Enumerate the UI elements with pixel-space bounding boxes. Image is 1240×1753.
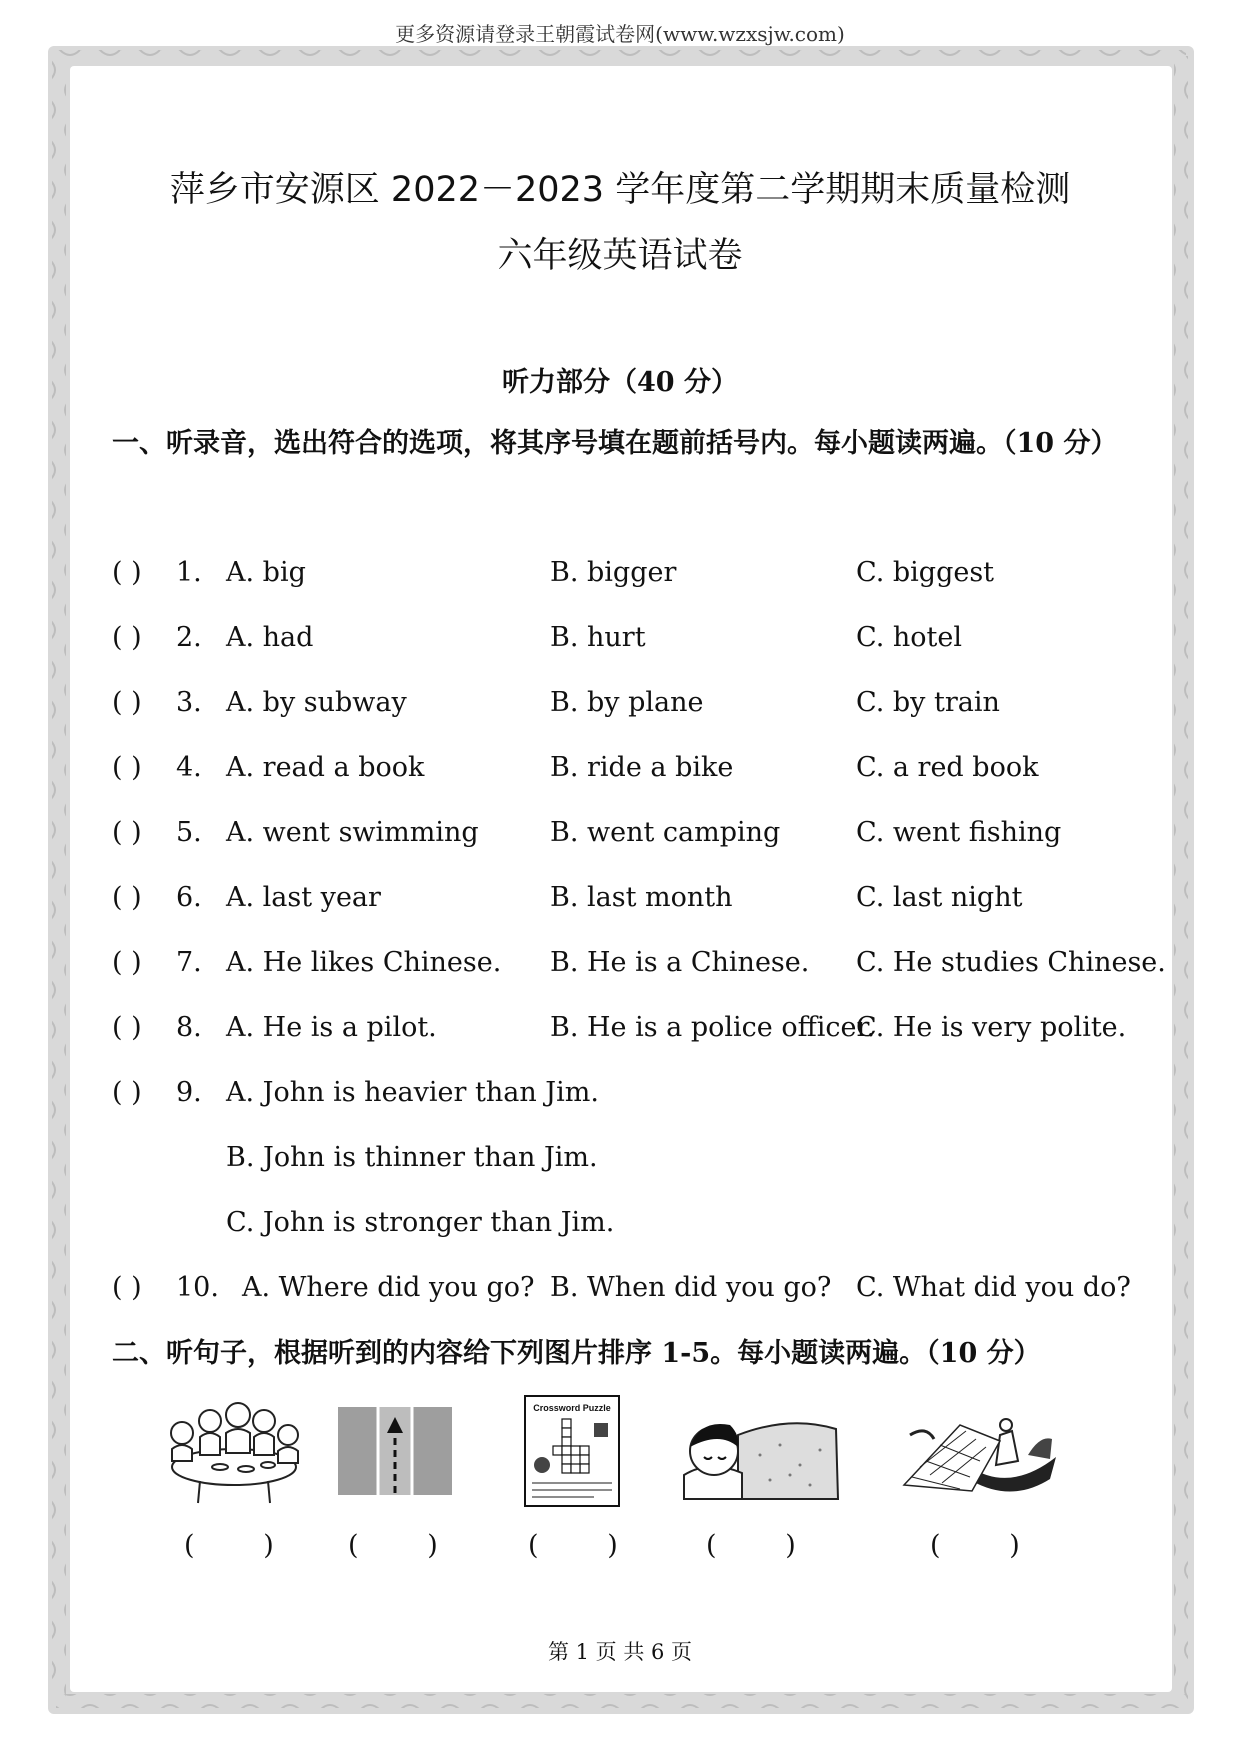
family-dinner-icon (160, 1395, 308, 1507)
option-c: C. He is very polite. (856, 1012, 1127, 1043)
question-9-option-c: C. John is stronger than Jim. (226, 1207, 615, 1238)
question-9 (112, 1077, 1142, 1117)
option-b: B. He is a Chinese. (550, 947, 810, 978)
question-3 (112, 687, 1142, 727)
puzzle-caption: Crossword Puzzle (533, 1403, 611, 1413)
question-number: 1. (176, 557, 202, 588)
road-arrow-icon (338, 1395, 452, 1507)
question-1 (112, 557, 1142, 597)
question-number: 5. (176, 817, 202, 848)
picture-5-answer[interactable]: ( ) (930, 1530, 1020, 1561)
question-2 (112, 622, 1142, 662)
question-10 (112, 1272, 1142, 1312)
answer-blank[interactable]: ( ) (112, 1272, 142, 1303)
exam-title-line1: 萍乡市安源区 2022－2023 学年度第二学期期末质量检测 (169, 170, 1071, 210)
answer-blank[interactable]: ( ) (112, 622, 142, 653)
option-b: B. hurt (550, 622, 646, 653)
option-c: C. biggest (856, 557, 995, 588)
question-number: 10. (176, 1272, 219, 1303)
question-5 (112, 817, 1142, 857)
option-a: A. He likes Chinese. (226, 947, 502, 978)
question-number: 9. (176, 1077, 202, 1108)
question-9-option-b: B. John is thinner than Jim. (226, 1142, 598, 1173)
question-number: 7. (176, 947, 202, 978)
option-a: A. big (226, 557, 306, 588)
option-c: C. went fishing (856, 817, 1062, 848)
option-b: B. He is a police officer. (550, 1012, 876, 1043)
answer-blank[interactable]: ( ) (112, 752, 142, 783)
answer-blank[interactable]: ( ) (112, 817, 142, 848)
option-b: B. went camping (550, 817, 781, 848)
exam-title-line2: 六年级英语试卷 (497, 236, 743, 276)
answer-blank[interactable]: ( ) (112, 1077, 142, 1108)
question-number: 4. (176, 752, 202, 783)
option-c: C. He studies Chinese. (856, 947, 1166, 978)
question-number: 6. (176, 882, 202, 913)
fishing-boat-icon (900, 1395, 1060, 1507)
option-b: B. When did you go? (550, 1272, 832, 1303)
option-a: A. He is a pilot. (226, 1012, 437, 1043)
question-7 (112, 947, 1166, 987)
answer-blank[interactable]: ( ) (112, 687, 142, 718)
page-footer: 第 1 页 共 6 页 (547, 1640, 693, 1664)
sleeping-girl-icon (680, 1395, 840, 1507)
crossword-puzzle-icon (524, 1395, 620, 1507)
question-8 (112, 1012, 1142, 1052)
picture-4-answer[interactable]: ( ) (706, 1530, 796, 1561)
section2-title: 二、听句子，根据听到的内容给下列图片排序 1-5。每小题读两遍。（10 分） (112, 1338, 1041, 1369)
option-c: C. What did you do? (856, 1272, 1131, 1303)
picture-1-answer[interactable]: ( ) (184, 1530, 274, 1561)
answer-blank[interactable]: ( ) (112, 557, 142, 588)
option-c: C. last night (856, 882, 1023, 913)
option-b: B. last month (550, 882, 733, 913)
option-a: A. went swimming (226, 817, 479, 848)
question-6 (112, 882, 1142, 922)
option-c: C. hotel (856, 622, 962, 653)
part-title: 听力部分（40 分） (502, 367, 738, 398)
option-a: A. Where did you go? (242, 1272, 535, 1303)
option-a: A. John is heavier than Jim. (226, 1077, 599, 1108)
picture-2-answer[interactable]: ( ) (348, 1530, 438, 1561)
question-number: 3. (176, 687, 202, 718)
watermark-text: 更多资源请登录王朝霞试卷网(www.wzxsjw.com) (395, 22, 845, 46)
option-a: A. read a book (226, 752, 425, 783)
question-number: 8. (176, 1012, 202, 1043)
answer-blank[interactable]: ( ) (112, 882, 142, 913)
option-c: C. a red book (856, 752, 1039, 783)
question-number: 2. (176, 622, 202, 653)
option-a: A. by subway (226, 687, 407, 718)
answer-blank[interactable]: ( ) (112, 947, 142, 978)
option-b: B. by plane (550, 687, 704, 718)
option-c: C. by train (856, 687, 1000, 718)
section1-title: 一、听录音，选出符合的选项，将其序号填在题前括号内。每小题读两遍。（10 分） (112, 428, 1118, 459)
option-a: A. last year (226, 882, 381, 913)
answer-blank[interactable]: ( ) (112, 1012, 142, 1043)
option-b: B. bigger (550, 557, 677, 588)
option-b: B. ride a bike (550, 752, 734, 783)
question-4 (112, 752, 1142, 792)
picture-3-answer[interactable]: ( ) (528, 1530, 618, 1561)
option-a: A. had (226, 622, 314, 653)
